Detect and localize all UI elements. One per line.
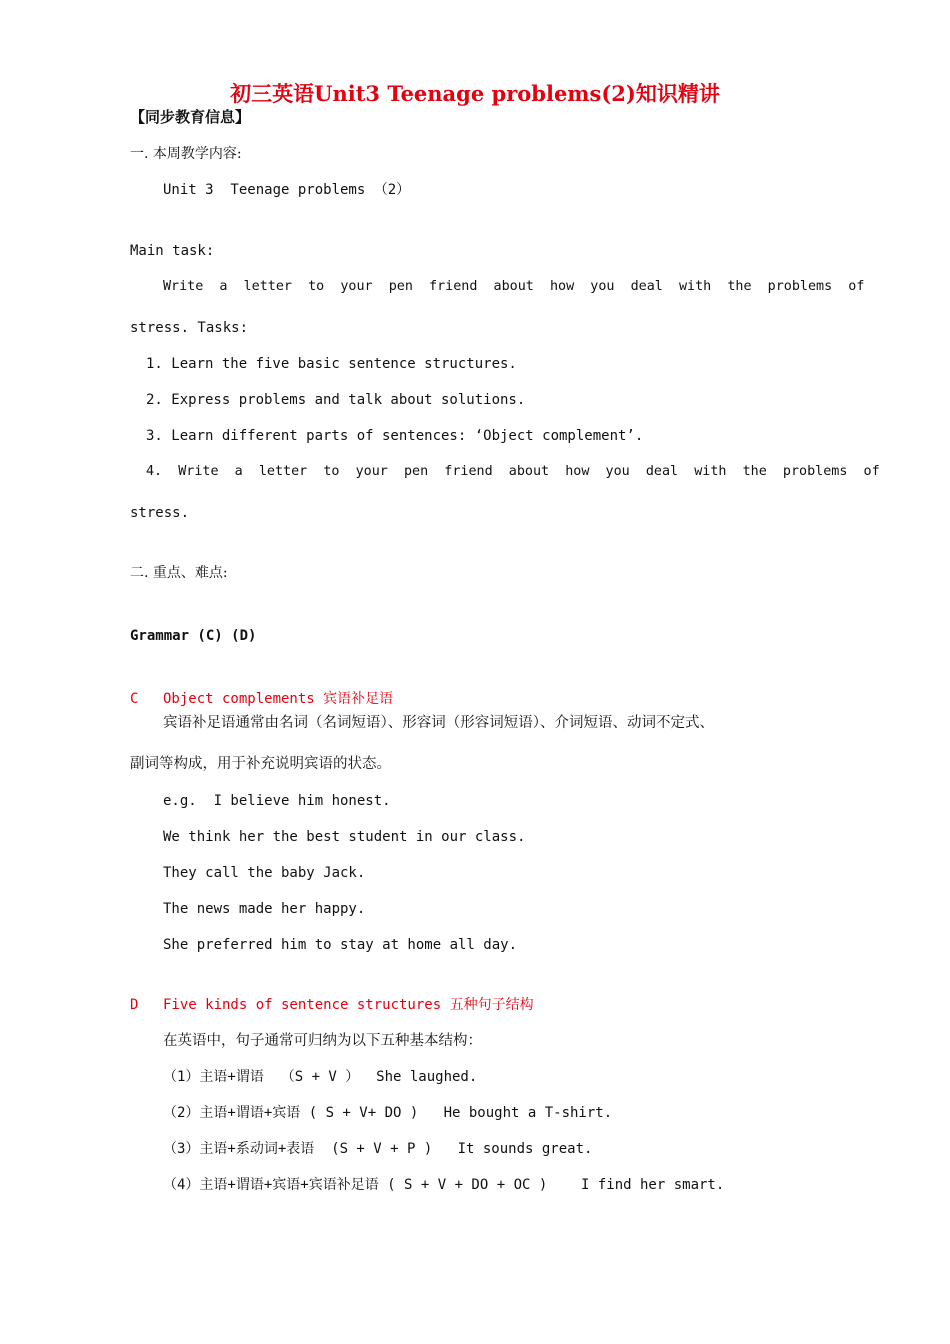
part-d-heading: Five kinds of sentence structures 五种句子结构	[163, 997, 534, 1013]
page-title: 初三英语Unit3 Teenage problems(2)知识精讲	[230, 81, 720, 106]
part-d-letter: D	[130, 997, 139, 1013]
structure-2: （2）主语+谓语+宾语 ( S + V+ DO ) He bought a T-shirt.	[163, 1105, 613, 1121]
task-item-1: 1. Learn the five basic sentence structures.	[146, 356, 517, 372]
part-d-intro: 在英语中，句子通常可归纳为以下五种基本结构：	[163, 1033, 482, 1049]
part-c-letter: C	[130, 691, 139, 707]
sync-info-heading: 【同步教育信息】	[130, 108, 251, 126]
task-item-2: 2. Express problems and talk about solutions.	[146, 392, 526, 408]
section-1-heading: 一. 本周教学内容:	[130, 146, 242, 162]
unit-line: Unit 3 Teenage problems （2）	[163, 182, 411, 198]
main-task-label: Main task:	[130, 243, 215, 259]
structure-3: （3）主语+系动词+表语 (S + V + P ) It sounds great.	[163, 1141, 593, 1157]
part-c-heading: Object complements 宾语补足语	[163, 691, 394, 707]
structure-1: （1）主语+谓语 （S + V ） She laughed.	[163, 1069, 478, 1085]
grammar-heading: Grammar (C) (D)	[130, 628, 257, 644]
example-3: They call the baby Jack.	[163, 865, 366, 881]
example-1: e.g. I believe him honest.	[163, 793, 391, 809]
example-2: We think her the best student in our class.	[163, 829, 526, 845]
part-c-desc-line-1: 宾语补足语通常由名词（名词短语）、形容词（形容词短语）、介词短语、动词不定式、	[163, 715, 714, 731]
section-2-heading: 二. 重点、难点:	[130, 565, 228, 581]
main-task-line-2: stress. Tasks:	[130, 320, 249, 336]
task-item-4: 4. Write a letter to your pen friend about how you deal with the problems of	[146, 464, 880, 479]
task-item-3: 3. Learn different parts of sentences: ‘Object complement’.	[146, 428, 644, 444]
main-task-line-1: Write a letter to your pen friend about how you deal with the problems of	[163, 279, 865, 294]
task-item-4-cont: stress.	[130, 505, 190, 521]
example-4: The news made her happy.	[163, 901, 366, 917]
part-c-desc-line-2: 副词等构成，用于补充说明宾语的状态。	[130, 756, 391, 772]
structure-4: （4）主语+谓语+宾语+宾语补足语 ( S + V + DO + OC ) I find her smart.	[163, 1177, 725, 1193]
example-5: She preferred him to stay at home all day.	[163, 937, 518, 953]
